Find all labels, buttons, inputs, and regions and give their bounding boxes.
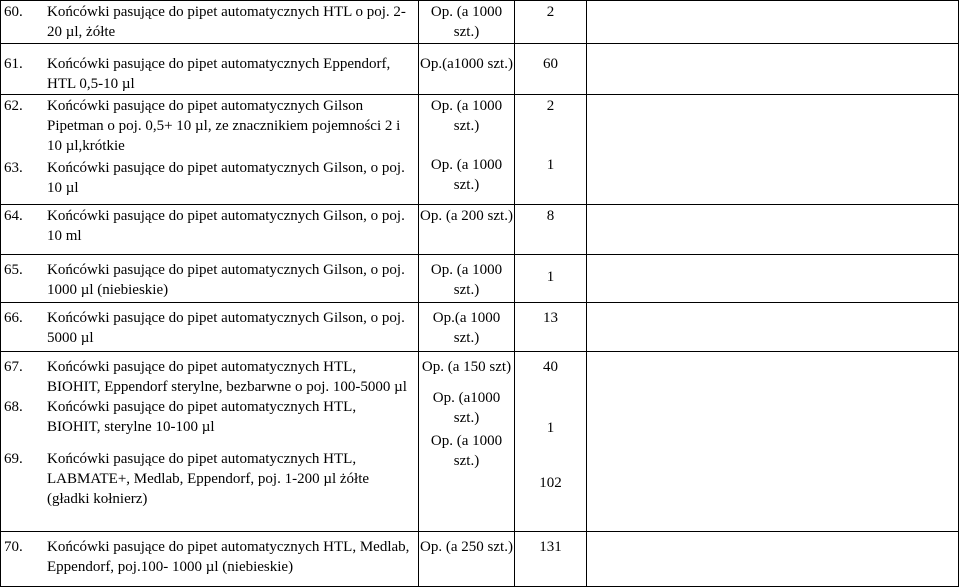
list-item [1,397,418,437]
list-item [1,54,418,94]
list-item [1,449,418,509]
item-description: Końcówki pasujące do pipet automatycznych Gilson, o poj. 5000 µl [47,310,405,346]
quantity-cell [515,205,587,255]
quantity-text: 13 [543,310,558,326]
empty-cell [587,255,959,303]
package-cell [419,352,515,532]
package-cell [419,1,515,44]
description-cell [1,44,419,95]
item-number: 66. [4,310,23,326]
quantity-text: 1 [546,420,555,436]
package-text: Op. (a 1000 szt.) [430,262,503,298]
list-item [1,206,418,246]
list-item [1,2,418,42]
table-row [1,532,959,587]
package-text: Op.(a 1000 szt.) [432,310,501,346]
list-item [1,260,418,300]
item-number: 68. [4,399,23,415]
list-item [1,357,418,397]
package-text: Op. (a 1000 szt.) [430,4,503,40]
description-cell [1,205,419,255]
list-item [1,96,418,156]
empty-cell [587,95,959,205]
package-text: Op. (a 1000 szt.) [430,433,503,469]
quantity-cell [515,1,587,44]
package-text: Op. (a 150 szt) [421,359,512,375]
quantity-text: 131 [539,539,562,555]
quantity-text: 8 [546,208,555,224]
package-text: Op.(a1000 szt.) [420,56,513,72]
package-cell [419,255,515,303]
item-description: Końcówki pasujące do pipet automatycznych Gilson, o poj. 10 ml [47,208,405,244]
list-item [1,537,418,577]
item-description: Końcówki pasujące do pipet automatycznych HTL, Medlab, Eppendorf, poj.100- 1000 µl (niebieskie) [47,539,410,575]
item-number: 65. [4,262,23,278]
item-description: Końcówki pasujące do pipet automatycznych HTL, BIOHIT, Eppendorf sterylne, bezbarwne o poj. 100-5000 µl [47,359,407,395]
item-number: 69. [4,451,23,467]
description-cell [1,1,419,44]
quantity-cell [515,255,587,303]
item-description: Końcówki pasujące do pipet automatycznych Eppendorf, HTL 0,5-10 µl [47,56,391,92]
item-description: Końcówki pasujące do pipet automatycznych Gilson, o poj. 10 µl [47,160,405,196]
empty-cell [587,352,959,532]
empty-cell [587,44,959,95]
list-item [1,158,418,198]
item-number: 61. [4,56,23,72]
package-cell [419,532,515,587]
package-cell [419,44,515,95]
package-cell [419,95,515,205]
item-number: 70. [4,539,23,555]
quantity-text: 2 [546,4,555,20]
quantity-text: 40 [543,359,558,375]
item-description: Końcówki pasujące do pipet automatycznych Gilson Pipetman o poj. 0,5+ 10 µl, ze znacznikiem pojemności 2 i 10 µl,krótkie [47,98,401,154]
empty-cell [587,532,959,587]
table-row [1,44,959,95]
package-text: Op. (a 1000 szt.) [430,157,503,193]
quantity-cell [515,303,587,352]
item-description: Końcówki pasujące do pipet automatycznych HTL, LABMATE+, Medlab, Eppendorf, poj. 1-200 µl żółte (gładki kołnierz) [47,451,370,507]
empty-cell [587,205,959,255]
item-number: 64. [4,208,23,224]
table-row [1,255,959,303]
quantity-text: 60 [543,56,558,72]
empty-cell [587,1,959,44]
description-cell [1,532,419,587]
table-row [1,95,959,205]
quantity-text: 1 [546,269,555,285]
table-row [1,303,959,352]
quantity-cell [515,532,587,587]
quantity-cell [515,352,587,532]
list-item [1,308,418,348]
quantity-text: 2 [546,98,555,114]
table-row [1,352,959,532]
table-row [1,1,959,44]
quantity-cell [515,95,587,205]
package-cell [419,303,515,352]
quantity-text: 102 [539,475,562,491]
item-description: Końcówki pasujące do pipet automatycznych HTL o poj. 2-20 µl, żółte [47,4,406,40]
description-cell [1,95,419,205]
description-cell [1,255,419,303]
package-text: Op. (a 200 szt.) [420,208,513,224]
description-cell [1,352,419,532]
item-number: 62. [4,98,23,114]
item-number: 67. [4,359,23,375]
package-text: Op. (a 250 szt.) [420,539,513,555]
quantity-cell [515,44,587,95]
quantity-text: 1 [546,157,555,173]
description-cell [1,303,419,352]
package-cell [419,205,515,255]
item-number: 63. [4,160,23,176]
empty-cell [587,303,959,352]
table-row [1,205,959,255]
item-description: Końcówki pasujące do pipet automatycznych Gilson, o poj. 1000 µl (niebieskie) [47,262,405,298]
package-text: Op. (a1000 szt.) [432,390,501,426]
package-text: Op. (a 1000 szt.) [430,98,503,134]
item-description: Końcówki pasujące do pipet automatycznych HTL, BIOHIT, sterylne 10-100 µl [47,399,357,435]
item-number: 60. [4,4,23,20]
